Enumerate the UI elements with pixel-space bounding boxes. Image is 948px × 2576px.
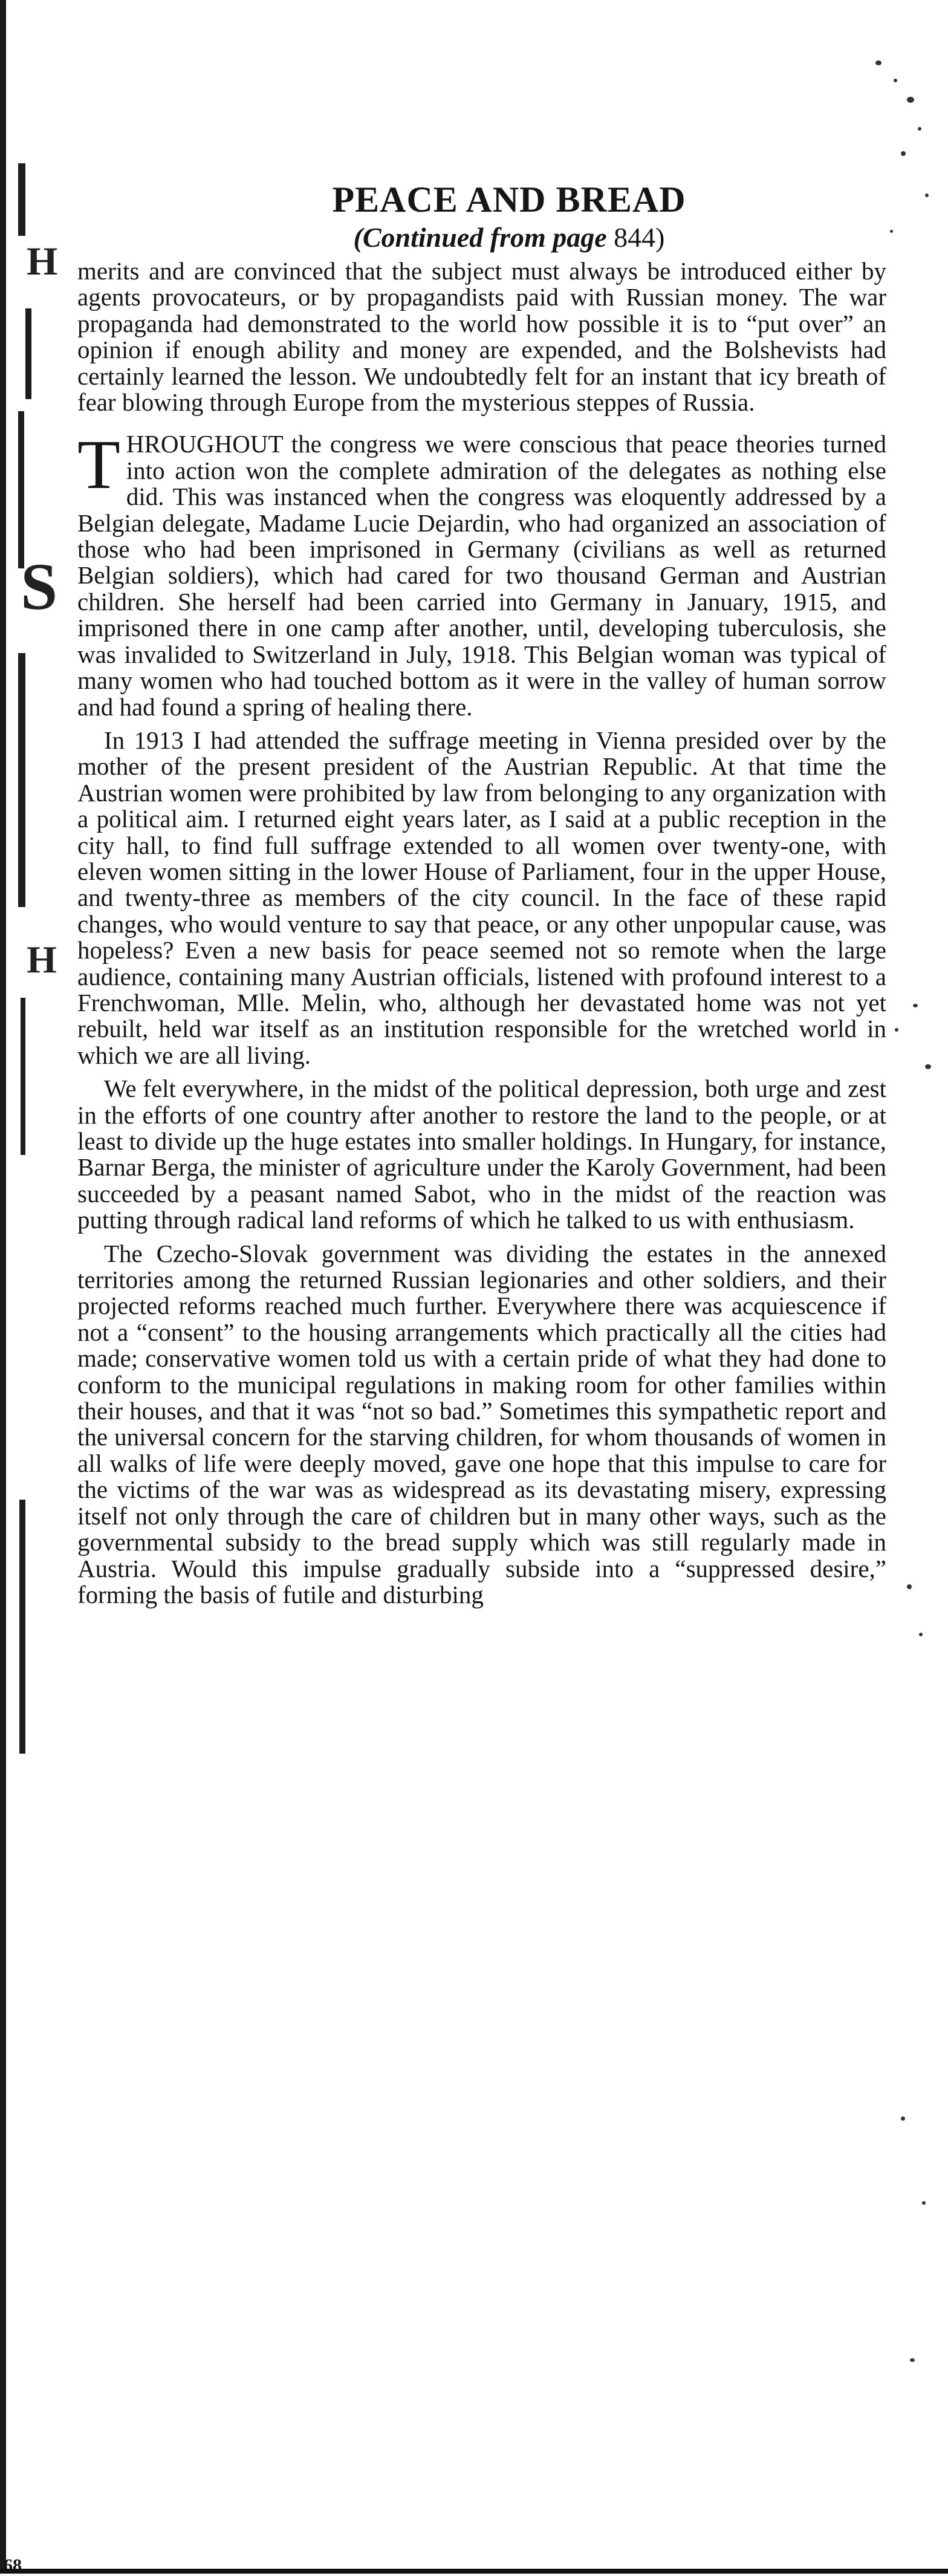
scan-speck bbox=[922, 2201, 926, 2205]
page-number-fragment: 68 bbox=[4, 2555, 22, 2575]
scan-speck bbox=[875, 60, 881, 65]
paragraph-with-dropcap bbox=[77, 426, 886, 721]
paragraph: We felt everywhere, in the midst of the political depression, both urge and zest in the efforts of one country after another to restore the land to the people, or at least to divide up the huge estates into smaller holdings. In Hungary, for instance, Barnar Berga, the minister of agriculture under the Karoly Government, had been succeeded by a peasant named Sabot, who in the midst of the reaction was putting through radical land reforms of which he talked to us with enthusiasm. bbox=[77, 1075, 886, 1234]
dropcap-letter: T bbox=[77, 426, 120, 504]
continued-page-number: 844) bbox=[614, 222, 665, 253]
scan-speck bbox=[890, 230, 893, 233]
margin-bar bbox=[25, 308, 31, 399]
margin-bar bbox=[18, 653, 25, 907]
scan-speck bbox=[907, 97, 914, 103]
paragraph-text: HROUGHOUT the congress we were conscious that peace theories turned into action won the complete admiration of the delegates as nothing else did. This was instanced when the congress was eloquently addressed by a Belgian delegate, Madame Lucie Dejardin, who had organized an association of those who had been imprisoned in Germany (civilians as well as returned Belgian soldiers), which had cared for two thousand German and Austrian children. She herself had been carried into Germany in January, 1915, and imprisoned there in one camp after another, until, developing tuberculosis, she was invalided to Switzerland in July, 1918. This Belgian woman was typical of many women who had touched bottom as it were in the valley of human sorrow and had found a spring of healing there. bbox=[77, 430, 886, 721]
continued-note bbox=[132, 221, 886, 255]
left-binding-edge bbox=[0, 0, 6, 2574]
scan-speck bbox=[913, 1004, 918, 1007]
bottom-edge bbox=[0, 2569, 948, 2574]
scan-speck bbox=[907, 1584, 912, 1589]
margin-letter-h: H bbox=[27, 239, 58, 284]
margin-bar bbox=[19, 1500, 25, 1754]
scan-speck bbox=[901, 2116, 905, 2121]
scan-speck bbox=[925, 1064, 931, 1069]
scan-speck bbox=[910, 2358, 915, 2362]
margin-bar bbox=[18, 163, 25, 236]
margin-bar bbox=[21, 998, 25, 1155]
scan-speck bbox=[919, 1633, 923, 1636]
scan-speck bbox=[894, 79, 897, 82]
scan-speck bbox=[901, 151, 906, 156]
margin-bar bbox=[18, 411, 24, 568]
margin-letter-h: H bbox=[27, 938, 57, 981]
margin-letter-s: S bbox=[21, 550, 58, 623]
scan-speck bbox=[925, 194, 929, 197]
paragraph: The Czecho-Slovak government was dividing the estates in the annexed territories among the returned Russian legionaries and other soldiers, and their projected reforms reached much further. Everywhere there was acquiescence if not a “consent” to the housing arrangements which practically all the cities had made; conservative women told us with a certain pride of what they had done to conform to the municipal regulations in making room for other families within their houses, and that it was “not so bad.” Sometimes this sympathetic report and the universal concern for the starving children, for whom thousands of women in all walks of life were deeply moved, gave one hope that this impulse to care for the victims of the war was as widespread as its devastating misery, expressing itself not only through the care of children but in many other ways, such as the governmental subsidy to the bread supply which was still regularly made in Austria. Would this impulse gradually subside into a “suppressed desire,” forming the basis of futile and disturbing bbox=[77, 1239, 886, 1608]
article-column bbox=[77, 178, 886, 1615]
article-title: PEACE AND BREAD bbox=[332, 180, 686, 220]
continued-label: (Continued from page bbox=[353, 222, 607, 253]
scan-speck bbox=[895, 1028, 898, 1032]
scan-speck bbox=[918, 127, 921, 131]
paragraph: merits and are convinced that the subject must always be introduced either by agents provocateurs, or by propagandists paid with Russian money. The war propaganda had demonstrated to the world how possible it is to “put over” an opinion if enough ability and money are expended, and the Bolshevists had certainly learned the lesson. We undoubtedly felt for an instant that icy breath of fear blowing through Europe from the mysterious steppes of Russia. bbox=[77, 257, 886, 417]
paragraph: In 1913 I had attended the suffrage meeting in Vienna presided over by the mother of the present president of the Austrian Republic. At that time the Austrian women were prohibited by law from belonging to any organization with a political aim. I returned eight years later, as I said at a public reception in the city hall, to find full suffrage extended to all women over twenty-one, with eleven women sitting in the lower House of Parliament, four in the upper House, and twenty-three as members of the city council. In the face of these rapid changes, who would venture to say that peace, or any other unpopular cause, was hopeless? Even a new basis for peace seemed not so remote when the large audience, containing many Austrian officials, listened with profound interest to a Frenchwoman, Mlle. Melin, who, although her devastated home was not yet rebuilt, held war itself as an institution responsible for the wretched world in which we are all living. bbox=[77, 726, 886, 1069]
